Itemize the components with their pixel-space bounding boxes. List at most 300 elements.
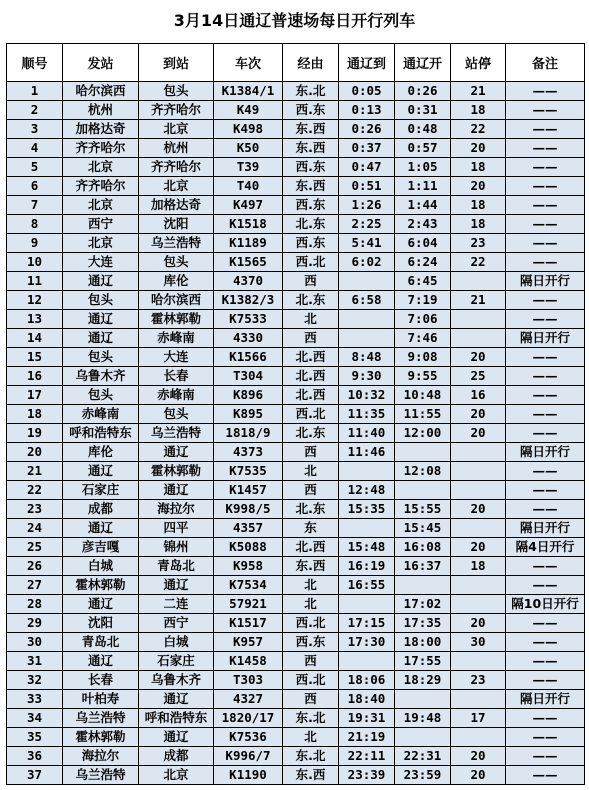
train-number: K50 — [214, 139, 283, 158]
to-station: 长春 — [139, 367, 214, 386]
table-row — [7, 177, 585, 196]
route-via: 北 — [283, 595, 339, 614]
stop-minutes: 20 — [451, 139, 506, 158]
to-station: 北京 — [139, 766, 214, 785]
row-number: 22 — [7, 481, 63, 500]
stop-minutes: 17 — [451, 709, 506, 728]
remark: —— — [506, 310, 585, 329]
to-station: 西宁 — [139, 614, 214, 633]
row-number: 19 — [7, 424, 63, 443]
stop-minutes: 20 — [451, 177, 506, 196]
arrive-time: 16:19 — [339, 557, 395, 576]
arrive-time: 18:40 — [339, 690, 395, 709]
table-row — [7, 576, 585, 595]
arrive-time: 0:26 — [339, 120, 395, 139]
to-station: 霍林郭勒 — [139, 310, 214, 329]
remark: 隔日开行 — [506, 443, 585, 462]
to-station: 石家庄 — [139, 652, 214, 671]
from-station: 大连 — [63, 253, 139, 272]
from-station: 通辽 — [63, 519, 139, 538]
row-number: 13 — [7, 310, 63, 329]
arrive-time: 8:48 — [339, 348, 395, 367]
arrive-time: 12:48 — [339, 481, 395, 500]
from-station: 白城 — [63, 557, 139, 576]
table-row — [7, 272, 585, 291]
row-number: 21 — [7, 462, 63, 481]
table-row — [7, 481, 585, 500]
row-number: 26 — [7, 557, 63, 576]
train-number: K1566 — [214, 348, 283, 367]
from-station: 通辽 — [63, 462, 139, 481]
row-number: 24 — [7, 519, 63, 538]
depart-time: 18:00 — [395, 633, 451, 652]
row-number: 11 — [7, 272, 63, 291]
remark: —— — [506, 253, 585, 272]
remark: —— — [506, 405, 585, 424]
stop-minutes — [451, 519, 506, 538]
arrive-time: 2:25 — [339, 215, 395, 234]
row-number: 10 — [7, 253, 63, 272]
from-station: 叶柏寿 — [63, 690, 139, 709]
route-via: 东.北 — [283, 82, 339, 101]
remark: —— — [506, 481, 585, 500]
remark: —— — [506, 386, 585, 405]
arrive-time — [339, 595, 395, 614]
arrive-time: 15:48 — [339, 538, 395, 557]
route-via: 北 — [283, 310, 339, 329]
to-station: 杭州 — [139, 139, 214, 158]
train-number: K1518 — [214, 215, 283, 234]
stop-minutes: 16 — [451, 386, 506, 405]
table-row — [7, 329, 585, 348]
to-station: 海拉尔 — [139, 500, 214, 519]
row-number: 25 — [7, 538, 63, 557]
row-number: 15 — [7, 348, 63, 367]
row-number: 20 — [7, 443, 63, 462]
arrive-time: 6:58 — [339, 291, 395, 310]
to-station: 呼和浩特东 — [139, 709, 214, 728]
depart-time: 19:48 — [395, 709, 451, 728]
train-number: K958 — [214, 557, 283, 576]
train-number: K957 — [214, 633, 283, 652]
table-row — [7, 728, 585, 747]
from-station: 乌鲁木齐 — [63, 367, 139, 386]
train-number: K998/5 — [214, 500, 283, 519]
remark: —— — [506, 82, 585, 101]
arrive-time: 18:06 — [339, 671, 395, 690]
stop-minutes — [451, 481, 506, 500]
train-number: 4330 — [214, 329, 283, 348]
stop-minutes — [451, 652, 506, 671]
arrive-time: 6:02 — [339, 253, 395, 272]
row-number: 28 — [7, 595, 63, 614]
stop-minutes: 20 — [451, 538, 506, 557]
route-via: 北.西 — [283, 348, 339, 367]
from-station: 乌兰浩特 — [63, 766, 139, 785]
remark: —— — [506, 709, 585, 728]
remark: —— — [506, 462, 585, 481]
to-station: 北京 — [139, 177, 214, 196]
arrive-time — [339, 462, 395, 481]
remark: —— — [506, 215, 585, 234]
route-via: 西 — [283, 329, 339, 348]
row-number: 7 — [7, 196, 63, 215]
table-row — [7, 215, 585, 234]
arrive-time: 0:05 — [339, 82, 395, 101]
row-number: 5 — [7, 158, 63, 177]
row-number: 35 — [7, 728, 63, 747]
row-number: 4 — [7, 139, 63, 158]
to-station: 白城 — [139, 633, 214, 652]
depart-time: 16:37 — [395, 557, 451, 576]
route-via: 东.北 — [283, 709, 339, 728]
route-via: 北 — [283, 728, 339, 747]
from-station: 通辽 — [63, 310, 139, 329]
from-station: 呼和浩特东 — [63, 424, 139, 443]
remark: —— — [506, 101, 585, 120]
arrive-time: 0:13 — [339, 101, 395, 120]
train-number: 4327 — [214, 690, 283, 709]
stop-minutes: 22 — [451, 120, 506, 139]
from-station: 包头 — [63, 348, 139, 367]
table-row — [7, 614, 585, 633]
to-station: 青岛北 — [139, 557, 214, 576]
table-row — [7, 500, 585, 519]
route-via: 西.东 — [283, 234, 339, 253]
col-header-remark: 备注 — [506, 44, 585, 82]
train-number: K1189 — [214, 234, 283, 253]
route-via: 东.西 — [283, 120, 339, 139]
route-via: 北.西 — [283, 367, 339, 386]
train-number: K49 — [214, 101, 283, 120]
table-row — [7, 766, 585, 785]
table-row — [7, 348, 585, 367]
route-via: 东.北 — [283, 747, 339, 766]
depart-time: 6:04 — [395, 234, 451, 253]
remark: 隔4日开行 — [506, 538, 585, 557]
stop-minutes — [451, 728, 506, 747]
depart-time — [395, 481, 451, 500]
route-via: 北.东 — [283, 424, 339, 443]
to-station: 通辽 — [139, 690, 214, 709]
remark: 隔日开行 — [506, 272, 585, 291]
from-station: 青岛北 — [63, 633, 139, 652]
arrive-time: 21:19 — [339, 728, 395, 747]
depart-time: 1:11 — [395, 177, 451, 196]
from-station: 北京 — [63, 196, 139, 215]
arrive-time — [339, 310, 395, 329]
table-row — [7, 690, 585, 709]
depart-time — [395, 728, 451, 747]
depart-time: 2:43 — [395, 215, 451, 234]
remark: —— — [506, 576, 585, 595]
train-number: 4357 — [214, 519, 283, 538]
table-row — [7, 538, 585, 557]
from-station: 哈尔滨西 — [63, 82, 139, 101]
train-number: 57921 — [214, 595, 283, 614]
table-row — [7, 747, 585, 766]
stop-minutes — [451, 310, 506, 329]
row-number: 33 — [7, 690, 63, 709]
stop-minutes: 21 — [451, 291, 506, 310]
to-station: 霍林郭勒 — [139, 462, 214, 481]
train-number: 1818/9 — [214, 424, 283, 443]
remark: —— — [506, 747, 585, 766]
to-station: 锦州 — [139, 538, 214, 557]
row-number: 32 — [7, 671, 63, 690]
train-number: 4373 — [214, 443, 283, 462]
remark: —— — [506, 367, 585, 386]
depart-time: 17:35 — [395, 614, 451, 633]
table-row — [7, 671, 585, 690]
depart-time: 15:55 — [395, 500, 451, 519]
row-number: 8 — [7, 215, 63, 234]
remark: —— — [506, 234, 585, 253]
stop-minutes — [451, 595, 506, 614]
row-number: 9 — [7, 234, 63, 253]
to-station: 包头 — [139, 82, 214, 101]
from-station: 沈阳 — [63, 614, 139, 633]
from-station: 北京 — [63, 158, 139, 177]
depart-time: 7:46 — [395, 329, 451, 348]
arrive-time: 22:11 — [339, 747, 395, 766]
route-via: 北.西 — [283, 386, 339, 405]
table-row — [7, 557, 585, 576]
train-number: T303 — [214, 671, 283, 690]
route-via: 东 — [283, 519, 339, 538]
stop-minutes: 20 — [451, 500, 506, 519]
to-station: 齐齐哈尔 — [139, 101, 214, 120]
col-header-no: 顺号 — [7, 44, 63, 82]
arrive-time: 15:35 — [339, 500, 395, 519]
remark: 隔日开行 — [506, 329, 585, 348]
table-row — [7, 709, 585, 728]
train-number: K1190 — [214, 766, 283, 785]
depart-time — [395, 443, 451, 462]
arrive-time: 17:15 — [339, 614, 395, 633]
route-via: 西.北 — [283, 671, 339, 690]
remark: —— — [506, 196, 585, 215]
stop-minutes — [451, 443, 506, 462]
row-number: 36 — [7, 747, 63, 766]
row-number: 1 — [7, 82, 63, 101]
depart-time — [395, 690, 451, 709]
to-station: 加格达奇 — [139, 196, 214, 215]
row-number: 17 — [7, 386, 63, 405]
row-number: 30 — [7, 633, 63, 652]
depart-time: 9:55 — [395, 367, 451, 386]
depart-time: 10:48 — [395, 386, 451, 405]
to-station: 哈尔滨西 — [139, 291, 214, 310]
route-via: 东.西 — [283, 177, 339, 196]
train-number: K1382/3 — [214, 291, 283, 310]
table-row — [7, 291, 585, 310]
train-number: T39 — [214, 158, 283, 177]
depart-time: 0:31 — [395, 101, 451, 120]
route-via: 西.北 — [283, 614, 339, 633]
col-header-depart: 通辽开 — [395, 44, 451, 82]
depart-time: 17:02 — [395, 595, 451, 614]
row-number: 12 — [7, 291, 63, 310]
from-station: 北京 — [63, 234, 139, 253]
remark: —— — [506, 424, 585, 443]
route-via: 北.东 — [283, 291, 339, 310]
table-row — [7, 405, 585, 424]
train-number: 1820/17 — [214, 709, 283, 728]
stop-minutes — [451, 690, 506, 709]
from-station: 通辽 — [63, 329, 139, 348]
route-via: 西.东 — [283, 196, 339, 215]
stop-minutes: 20 — [451, 348, 506, 367]
depart-time — [395, 576, 451, 595]
arrive-time: 16:55 — [339, 576, 395, 595]
from-station: 长春 — [63, 671, 139, 690]
arrive-time: 11:35 — [339, 405, 395, 424]
remark: —— — [506, 120, 585, 139]
remark: —— — [506, 614, 585, 633]
train-number: K497 — [214, 196, 283, 215]
from-station: 赤峰南 — [63, 405, 139, 424]
route-via: 东.西 — [283, 139, 339, 158]
stop-minutes: 22 — [451, 253, 506, 272]
remark: —— — [506, 557, 585, 576]
to-station: 沈阳 — [139, 215, 214, 234]
arrive-time: 1:26 — [339, 196, 395, 215]
train-number: T304 — [214, 367, 283, 386]
stop-minutes — [451, 329, 506, 348]
depart-time: 7:06 — [395, 310, 451, 329]
remark: —— — [506, 500, 585, 519]
route-via: 东.西 — [283, 557, 339, 576]
row-number: 27 — [7, 576, 63, 595]
route-via: 北 — [283, 576, 339, 595]
arrive-time: 11:40 — [339, 424, 395, 443]
col-header-stop: 站停 — [451, 44, 506, 82]
row-number: 6 — [7, 177, 63, 196]
col-header-to: 到站 — [139, 44, 214, 82]
train-number: K1517 — [214, 614, 283, 633]
table-row — [7, 595, 585, 614]
from-station: 霍林郭勒 — [63, 576, 139, 595]
train-schedule-table — [6, 43, 585, 785]
table-row — [7, 462, 585, 481]
from-station: 乌兰浩特 — [63, 709, 139, 728]
row-number: 2 — [7, 101, 63, 120]
to-station: 四平 — [139, 519, 214, 538]
table-row — [7, 139, 585, 158]
route-via: 西.东 — [283, 633, 339, 652]
depart-time: 23:59 — [395, 766, 451, 785]
depart-time: 17:55 — [395, 652, 451, 671]
from-station: 彦吉嘎 — [63, 538, 139, 557]
depart-time: 1:05 — [395, 158, 451, 177]
remark: 隔日开行 — [506, 690, 585, 709]
route-via: 东.西 — [283, 766, 339, 785]
remark: —— — [506, 348, 585, 367]
stop-minutes — [451, 462, 506, 481]
remark: 隔10日开行 — [506, 595, 585, 614]
depart-time: 1:44 — [395, 196, 451, 215]
stop-minutes — [451, 576, 506, 595]
depart-time: 6:45 — [395, 272, 451, 291]
arrive-time: 17:30 — [339, 633, 395, 652]
train-number: 4370 — [214, 272, 283, 291]
to-station: 北京 — [139, 120, 214, 139]
table-row — [7, 633, 585, 652]
from-station: 通辽 — [63, 595, 139, 614]
depart-time: 7:19 — [395, 291, 451, 310]
arrive-time: 10:32 — [339, 386, 395, 405]
col-header-via: 经由 — [283, 44, 339, 82]
depart-time: 0:48 — [395, 120, 451, 139]
stop-minutes: 20 — [451, 405, 506, 424]
to-station: 齐齐哈尔 — [139, 158, 214, 177]
to-station: 通辽 — [139, 728, 214, 747]
remark: —— — [506, 177, 585, 196]
arrive-time: 0:51 — [339, 177, 395, 196]
remark: —— — [506, 728, 585, 747]
train-number: K996/7 — [214, 747, 283, 766]
row-number: 16 — [7, 367, 63, 386]
to-station: 包头 — [139, 405, 214, 424]
stop-minutes — [451, 272, 506, 291]
arrive-time: 11:46 — [339, 443, 395, 462]
stop-minutes: 18 — [451, 101, 506, 120]
stop-minutes: 20 — [451, 424, 506, 443]
train-number: T40 — [214, 177, 283, 196]
remark: —— — [506, 158, 585, 177]
route-via: 北.东 — [283, 215, 339, 234]
depart-time: 0:26 — [395, 82, 451, 101]
depart-time: 16:08 — [395, 538, 451, 557]
table-row — [7, 367, 585, 386]
train-number: K1565 — [214, 253, 283, 272]
table-row — [7, 443, 585, 462]
row-number: 29 — [7, 614, 63, 633]
route-via: 西.东 — [283, 158, 339, 177]
row-number: 31 — [7, 652, 63, 671]
page-title: 3月14日通辽普速场每日开行列车 — [173, 11, 416, 30]
remark: —— — [506, 671, 585, 690]
arrive-time: 23:39 — [339, 766, 395, 785]
route-via: 西 — [283, 443, 339, 462]
stop-minutes: 21 — [451, 82, 506, 101]
stop-minutes: 23 — [451, 671, 506, 690]
route-via: 西 — [283, 481, 339, 500]
to-station: 赤峰南 — [139, 329, 214, 348]
depart-time: 15:45 — [395, 519, 451, 538]
to-station: 通辽 — [139, 443, 214, 462]
route-via: 北.西 — [283, 538, 339, 557]
table-row — [7, 120, 585, 139]
arrive-time: 5:41 — [339, 234, 395, 253]
remark: 隔日开行 — [506, 519, 585, 538]
row-number: 34 — [7, 709, 63, 728]
table-row — [7, 310, 585, 329]
table-row — [7, 652, 585, 671]
stop-minutes: 25 — [451, 367, 506, 386]
route-via: 北 — [283, 462, 339, 481]
train-number: K1457 — [214, 481, 283, 500]
stop-minutes: 20 — [451, 747, 506, 766]
to-station: 成都 — [139, 747, 214, 766]
to-station: 乌兰浩特 — [139, 424, 214, 443]
train-number: K7533 — [214, 310, 283, 329]
stop-minutes: 18 — [451, 557, 506, 576]
table-row — [7, 158, 585, 177]
table-row — [7, 424, 585, 443]
remark: —— — [506, 766, 585, 785]
